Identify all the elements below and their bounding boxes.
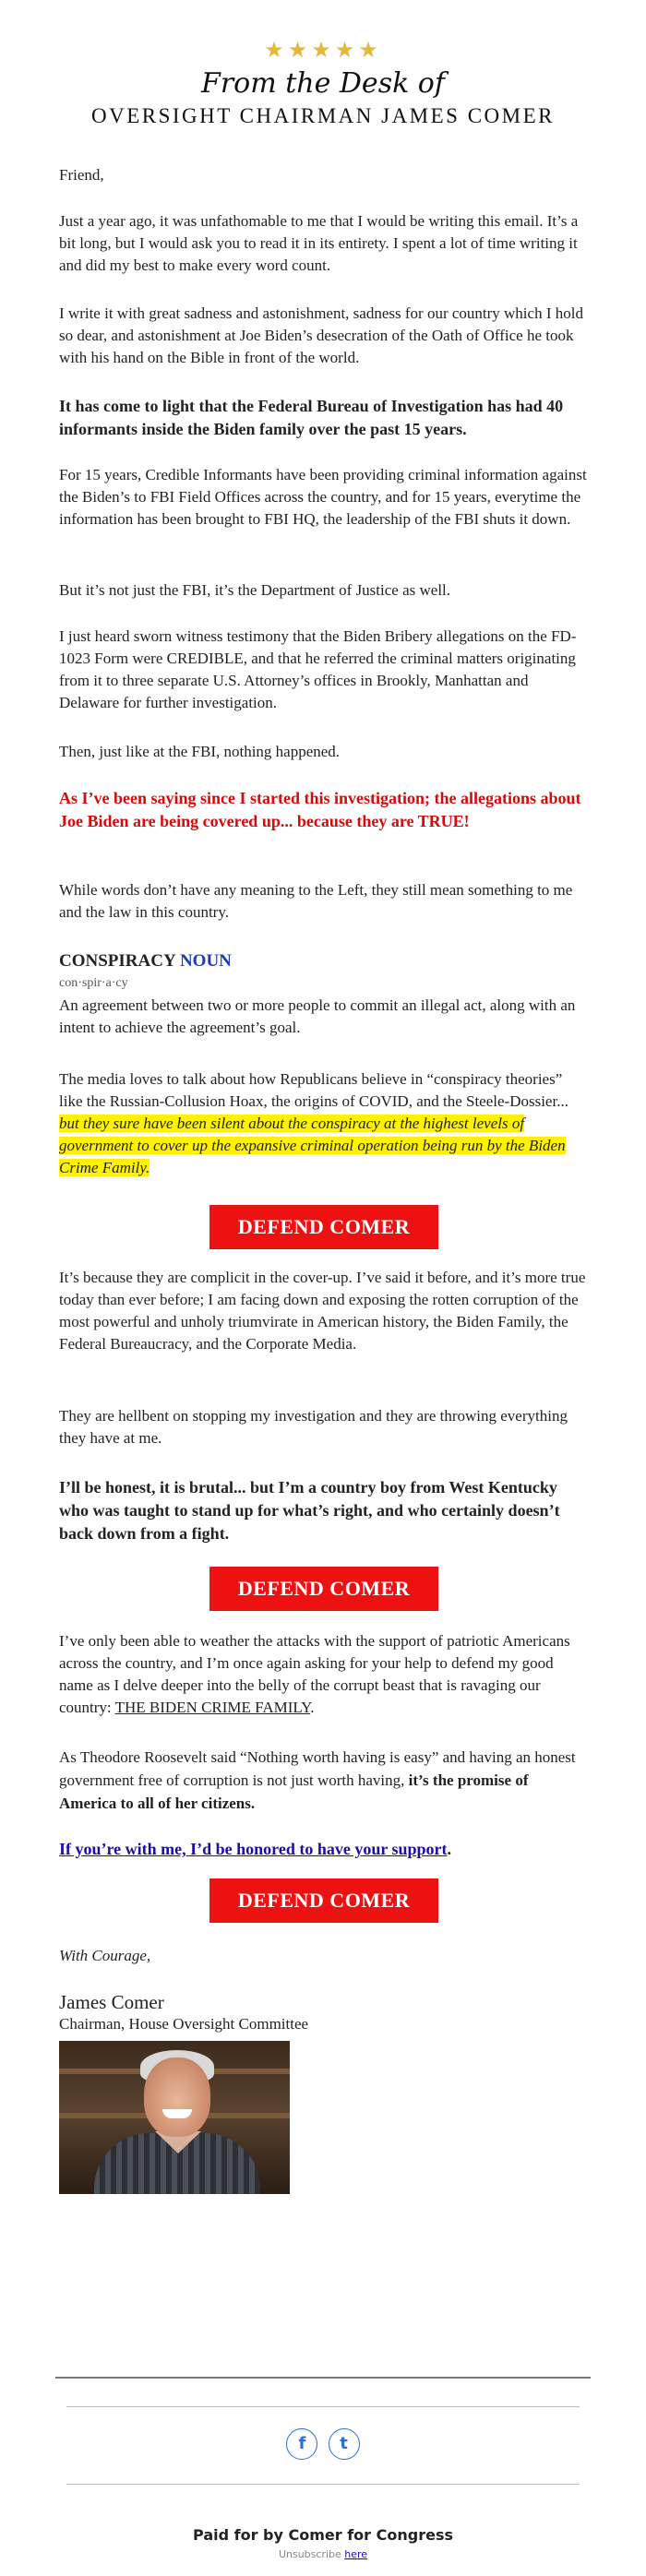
paragraph-10 xyxy=(59,1068,589,1179)
facebook-icon[interactable]: f xyxy=(286,2428,317,2460)
paragraph-7: Then, just like at the FBI, nothing happened. xyxy=(59,743,341,760)
signature-title: Chairman, House Oversight Committee xyxy=(59,2015,309,2033)
footer-divider-thin xyxy=(66,2406,580,2407)
paragraph-12: They are hellbent on stopping my investigation and they are throwing everything they have at me. xyxy=(59,1407,568,1447)
defend-comer-button-2[interactable]: DEFEND COMER xyxy=(209,1567,438,1611)
definition-word: CONSPIRACY xyxy=(59,951,176,971)
footer-divider xyxy=(55,2377,591,2379)
james-comer-photo xyxy=(59,2041,290,2194)
footer-divider-thin-2 xyxy=(66,2484,580,2485)
from-the-desk-of: From the Desk of xyxy=(201,67,445,100)
email-header xyxy=(0,37,646,129)
paragraph-15 xyxy=(59,1747,589,1815)
paragraph-3-bold: It has come to light that the Federal Bureau of Investigation has had 40 informants inside the Biden family over the past 15 years. xyxy=(59,397,564,438)
unsubscribe-line: Unsubscribe here xyxy=(278,2548,368,2560)
twitter-icon[interactable]: t xyxy=(329,2428,360,2460)
paragraph-13-bold: I’ll be honest, it is brutal... but I’m a country boy from West Kentucky who was taught to stand up for what’s right, and who certainly doesn’t back down from a fight. xyxy=(59,1478,560,1543)
paragraph-6: I just heard sworn witness testimony that the Biden Bribery allegations on the FD-1023 Form were CREDIBLE, and that he referred the criminal matters originating from it to three separate U.S. Attorney’s offices in Brookly, Manhattan and Delaware for further investigation. xyxy=(59,627,577,711)
paragraph-10-highlight: but they sure have been silent about the conspiracy at the highest levels of government to cover up the expansive criminal operation being run by the Biden Crime Family. xyxy=(59,1115,566,1176)
paragraph-15-bold: it’s the promise of America to all of her citizens. xyxy=(59,1771,529,1812)
definition-pos: NOUN xyxy=(179,951,232,971)
paragraph-5: But it’s not just the FBI, it’s the Department of Justice as well. xyxy=(59,581,451,599)
paragraph-11: It’s because they are complicit in the cover-up. I’ve said it before, and it’s more true today than ever before; I am facing down and exposing the rotten corruption of the most powerful and unholy triumvirate in American history, the Biden Family, the Federal Bureaucracy, and the Corporate Media. xyxy=(59,1269,586,1353)
paid-for-disclaimer: Paid for by Comer for Congress xyxy=(193,2526,453,2544)
greeting: Friend, xyxy=(59,166,104,184)
five-stars-icon: ★★★★★ xyxy=(264,37,382,63)
support-link[interactable]: If you’re with me, I’d be honored to have your support xyxy=(59,1840,448,1858)
paragraph-14-plain: I’ve only been able to weather the attacks with the support of patriotic Americans across the country, and I’m once again asking for your help to defend my good name as I delve deeper into the belly of the corrupt beast that is ravaging our country: xyxy=(59,1632,570,1716)
paragraph-14: I’ve only been able to weather the attacks with the support of patriotic Americans across the country, and I’m once again asking for your help to defend my good name as I delve deeper into the belly of the corrupt beast that is ravaging our country: THE BIDEN CRIME FAMILY. xyxy=(59,1632,570,1716)
paragraph-9: While words don’t have any meaning to the Left, they still mean something to me and the law in this country. xyxy=(59,881,573,921)
definition-meaning: An agreement between two or more people to commit an illegal act, along with an intent to achieve the agreement’s goal. xyxy=(59,996,576,1036)
unsubscribe-link[interactable]: here xyxy=(344,2548,368,2560)
definition-block xyxy=(59,950,589,1039)
paragraph-4: For 15 years, Credible Informants have been providing criminal information against the Biden’s to FBI Field Offices across the country, and for 15 years, everytime the information has been brought to FBI HQ, the leadership of the FBI shuts it down. xyxy=(59,466,587,528)
paragraph-15-plain: As Theodore Roosevelt said “Nothing worth having is easy” and having an honest government free of corruption is not just worth having, xyxy=(59,1748,576,1789)
chairman-title: OVERSIGHT CHAIRMAN JAMES COMER xyxy=(90,104,556,127)
social-links xyxy=(0,2428,646,2460)
paragraph-10-plain: The media loves to talk about how Republicans believe in “conspiracy theories” like the Russian-Collusion Hoax, the origins of COVID, and the Steele-Dossier... xyxy=(59,1070,568,1110)
paragraph-1: Just a year ago, it was unfathomable to me that I would be writing this email. It’s a bit long, but I would ask you to read it in its entirety. I spent a lot of time writing it and did my best to make every word count. xyxy=(59,212,579,274)
paragraph-2: I write it with great sadness and astonishment, sadness for our country which I hold so dear, and astonishment at Joe Biden’s desecration of the Oath of Office he took with his hand on the Bible in front of the world. xyxy=(59,304,583,366)
closing: With Courage, xyxy=(59,1947,151,1964)
defend-comer-button-1[interactable]: DEFEND COMER xyxy=(209,1205,438,1249)
biden-crime-family-text: THE BIDEN CRIME FAMILY xyxy=(114,1699,311,1716)
paragraph-8-red: As I’ve been saying since I started this investigation; the allegations about Joe Biden are being covered up... because they are TRUE! xyxy=(59,789,581,830)
signature-name: James Comer xyxy=(59,1991,164,2013)
definition-phonetic: con·spir·a·cy xyxy=(59,976,128,990)
defend-comer-button-3[interactable]: DEFEND COMER xyxy=(209,1878,438,1923)
